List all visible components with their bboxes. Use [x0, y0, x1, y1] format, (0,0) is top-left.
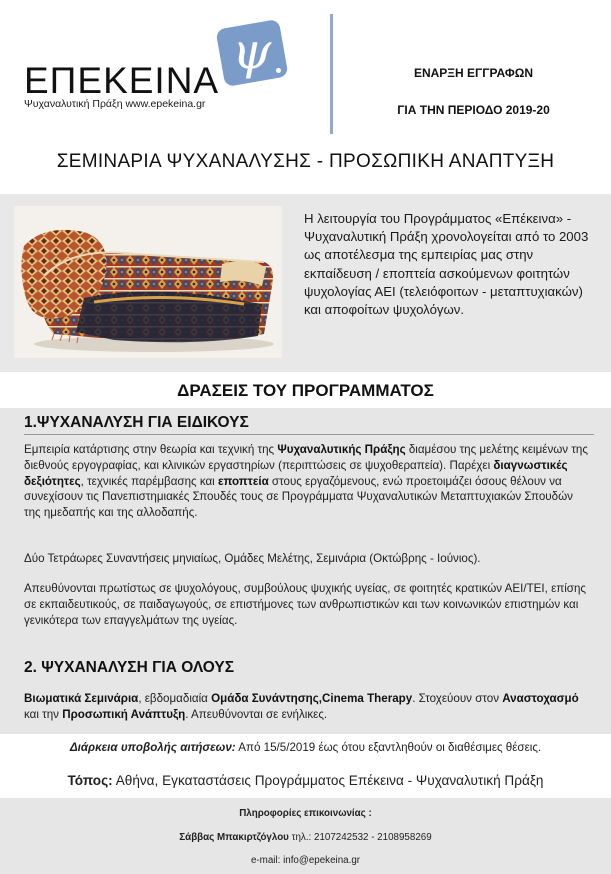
- psi-icon: ψ: [232, 22, 272, 80]
- section2-description: Βιωματικά Σεμινάρια, εβδομαδιαία Ομάδα Συνάντησης,Cinema Therapy. Στοχεύουν στον Αναστοχασμό και την Προσωπική Ανάπτυξη. Απευθύνονται σε ενήλικες.: [24, 692, 579, 721]
- logo-subtitle: Ψυχαναλυτική Πράξη www.epekeina.gr: [24, 98, 206, 110]
- header: [0, 0, 611, 148]
- contact-phone: Σάββας Μπακιρτζόγλου τηλ.: 2107242532 - 2108958269: [179, 832, 432, 843]
- couch-illustration: [14, 206, 282, 358]
- header-divider: [330, 14, 333, 134]
- page-title: ΣΕΜΙΝΑΡΙΑ ΨΥΧΑΝΑΛΥΣΗΣ - ΠΡΟΣΩΠΙΚΗ ΑΝΑΠΤΥΞΗ: [56, 151, 555, 172]
- section1-audience: Απευθύνονται πρωτίστως σε ψυχολόγους, συμβούλους ψυχικής υγείας, σε φοιτητές κρατικών ΑΕΙ/ΤΕΙ, επίσης σε εκπαιδευτικούς, σε παιδαγωγούς, σε επιστήμονες των ανθρωπιστικών και των κοινωνικών επιστημών και γενικότερα των επαγγελμάτων της υγείας.: [24, 582, 587, 627]
- application-deadline: Διάρκεια υποβολής αιτήσεων: Από 15/5/2019 έως ότου εξαντληθούν οι διαθέσιμες θέσεις.: [69, 741, 542, 754]
- contact-email: e-mail: info@epekeina.gr: [250, 855, 361, 866]
- enrollment-period: ΓΙΑ ΤΗΝ ΠΕΡΙΟΔΟ 2019-20: [397, 103, 550, 117]
- logo-dot: [276, 68, 281, 73]
- enrollment-heading: ΕΝΑΡΞΗ ΕΓΓΡΑΦΩΝ: [413, 66, 534, 80]
- couch-image: [14, 206, 282, 358]
- venue: Τόπος: Αθήνα, Εγκαταστάσεις Προγράμματος Επέκεινα - Ψυχαναλυτική Πράξη: [67, 773, 544, 788]
- section1-divider: [24, 434, 594, 435]
- section2-heading: 2. ΨΥΧΑΝΑΛΥΣΗ ΓΙΑ ΟΛΟΥΣ: [24, 659, 235, 676]
- section1-heading: 1.ΨΥΧΑΝΑΛΥΣΗ ΓΙΑ ΕΙΔΙΚΟΥΣ: [24, 414, 249, 431]
- contact-title: Πληροφορίες επικοινωνίας :: [239, 808, 372, 819]
- logo: [24, 24, 304, 114]
- section1-schedule: Δύο Τετράωρες Συναντήσεις μηνιαίως, Ομάδες Μελέτης, Σεμινάρια (Οκτώβρης - Ιούνιος).: [24, 552, 481, 565]
- logo-text: ΕΠΕΚΕΙΝΑ: [24, 60, 220, 101]
- intro-text: Η λειτουργία του Προγράμματος «Επέκεινα» - Ψυχαναλυτική Πράξη χρονολογείται από το 2003 ως αποτέλεσμα της εμπειρίας μας στην εκπαίδευση / εποπτεία ασκούμενων φοιτητών ψυχολογίας ΑΕΙ (τελειόφοιτων - μεταπτυχιακών) και αποφοίτων ψυχολόγων.: [304, 211, 589, 318]
- actions-title: ΔΡΑΣΕΙΣ ΤΟΥ ΠΡΟΓΡΑΜΜΑΤΟΣ: [0, 376, 611, 406]
- section1-description: Εμπειρία κατάρτισης στην θεωρία και τεχνική της Ψυχαναλυτικής Πράξης διαμέσου της μελέτης κειμένων της διεθνούς εργογραφίας, και κλινικών εργαστηρίων (περιπτώσεις σε ψυχοθεραπεία). Παρέχει διαγνωστικές δεξιότητες, τεχνικές παρέμβασης και εποπτεία στους εργαζόμενους, ενώ προετοιμάζει όσους θέλουν να συνεχίσουν τις Πανεπιστημιακές Σπουδές τους σε Προγράμματα Ψυχαναλυτικών Μεταπτυχιακών Σπουδών της ημεδαπής και της αλλοδαπής.: [24, 443, 588, 520]
